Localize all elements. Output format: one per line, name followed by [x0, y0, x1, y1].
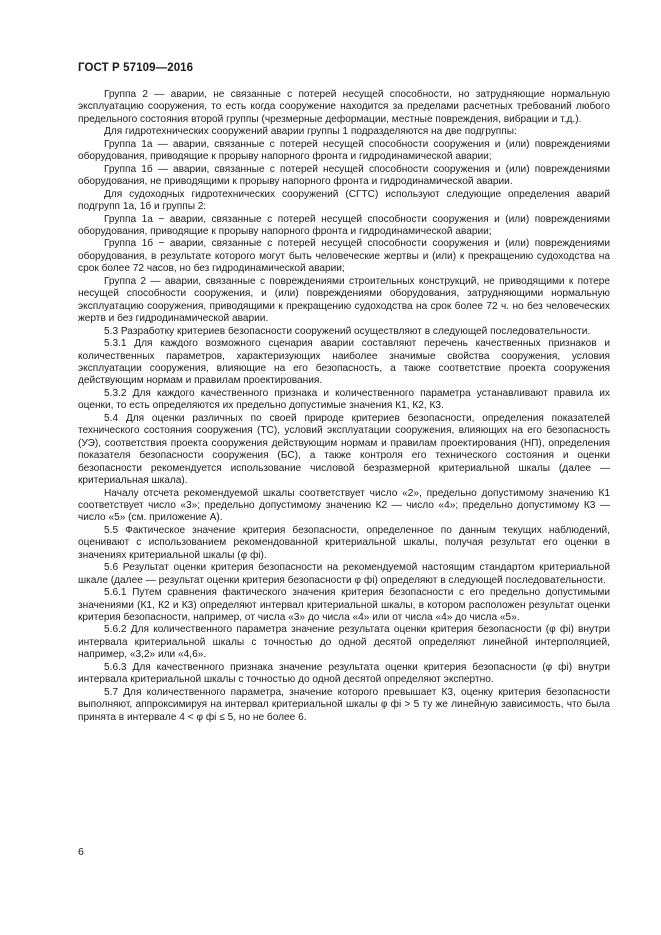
paragraph: Для гидротехнических сооружений аварии группы 1 подразделяются на две подгруппы:: [104, 126, 517, 138]
paragraph: 5.6.3 Для качественного признака значение результата оценки критерия безопасности (φ фi) внутри интервала критериальной шкалы с точностью до одной десятой определяют экспертно.: [78, 661, 610, 686]
paragraph: Для судоходных гидротехнических сооружений (СГТС) используют следующие определения аварий подгрупп 1а, 1б и группы 2:: [78, 188, 610, 213]
paragraph: 5.5 Фактическое значение критерия безопасности, определенное по данным текущих наблюдений, оценивают с использованием рекомендованной критериальной шкалы, получая результат его оценки в значениях критериальной шкалы (φ фi).: [78, 524, 610, 561]
paragraph: Группа 1а − аварии, связанные с потерей несущей способности сооружения и (или) повреждениями оборудования, приводящие к прорыву напорного фронта и гидродинамической аварии;: [78, 213, 610, 237]
paragraph: 5.3.1 Для каждого возможного сценария аварии составляют перечень качественных признаков и количественных параметров, характеризующих наиболее значимые свойства сооружения, условия эксплуатации сооружения, влияющие на его безопасность, а также соответствие проекта сооружения действующим нормам и правилам проектирования.: [78, 338, 610, 387]
paragraph: 5.7 Для количественного параметра, значение которого превышает К3, оценку критерия безопасности выполняют, аппроксимируя на интервал критериальной шкалы φ фi > 5 ту же линейную зависимость, что была принята в интервале 4 < φ фi ≤ 5, но не более 6.: [78, 686, 610, 723]
paragraph: Группа 2 — аварии, связанные с повреждениями строительных конструкций, не приводящими к потере несущей способности сооружения, и (или) повреждениями оборудования, затрудняющими нормальную эксплуатацию сооружения, приводящими к прекращению судоходства на срок более 72 ч. но без человеческих жертв и без гидродинамической аварии.: [78, 275, 610, 325]
paragraph: 5.3 Разработку критериев безопасности сооружений осуществляют в следующей последовательности.: [104, 325, 591, 337]
document-body: [78, 89, 610, 724]
page-number: 6: [78, 846, 84, 858]
paragraph: Началу отсчета рекомендуемой шкалы соответствует число «2», предельно допустимому значению К1 соответствует число «3»; предельно допустимому значению К2 — число «4»; предельно допустимому К3 — число «5» (см. приложение А).: [78, 487, 610, 524]
paragraph: 5.6 Результат оценки критерия безопасности на рекомендуемой настоящим стандартом критериальной шкале (далее — результат оценки критерия безопасности φ фi) определяют в следующей последовательности.: [78, 562, 610, 586]
paragraph: Группа 1а — аварии, связанные с потерей несущей способности сооружения и (или) повреждениями оборудования, приводящие к прорыву напорного фронта и гидродинамической аварии;: [78, 138, 610, 163]
paragraph: Группа 2 — аварии, не связанные с потерей несущей способности, но затрудняющие нормальную эксплуатацию сооружения, то есть когда сооружение находится за пределами расчетных требований любого предельного состояния второй группы (чрезмерные деформации, местные повреждения, вибрации и т.д.).: [78, 89, 610, 125]
paragraph: Группа 1б — аварии, связанные с потерей несущей способности сооружения и (или) повреждениями оборудования, не приводящими к прорыву напорного фронта и гидродинамической аварии.: [78, 163, 610, 188]
paragraph: Группа 1б − аварии, связанные с потерей несущей способности сооружения и (или) повреждениями оборудования, в результате которого могут быть человеческие жертвы и (или) к прекращению судоходства на срок более 72 часов, но без гидродинамической аварии;: [78, 238, 610, 275]
paragraph: 5.3.2 Для каждого качественного признака и количественного параметра устанавливают правила их оценки, то есть определяются их предельно допустимые значения К1, К2, К3.: [78, 387, 610, 412]
paragraph: 5.4 Для оценки различных по своей природе критериев безопасности, определения показателей технического состояния сооружения (ТС), условий эксплуатации сооружения, влияющих на его безопасность (УЭ), соответствия проекта сооружения действующим нормам и правилам проектирования (НП), определения показателя безопасности сооружения (БС), а также контроля его технического состояния и оценки безопасности рекомендуется использование числовой безразмерной критериальной шкалы (далее — критериальная шкала).: [78, 412, 610, 487]
document-standard-header: ГОСТ Р 57109—2016: [78, 62, 194, 74]
paragraph: 5.6.1 Путем сравнения фактического значения критерия безопасности с его предельно допустимыми значениями (К1, К2 и К3) определяют интервал критериальной шкалы, в котором расположен результат оценки критерия безопасности, например, от числа «3» до числа «4» или от числа «4» до числа «5».: [78, 587, 610, 624]
paragraph: 5.6.2 Для количественного параметра значение результата оценки критерия безопасности (φ фi) внутри интервала критериальной шкалы с точностью до одной десятой определяют линейной интерполяцией, например, «3,2» или «4,6».: [78, 624, 610, 661]
